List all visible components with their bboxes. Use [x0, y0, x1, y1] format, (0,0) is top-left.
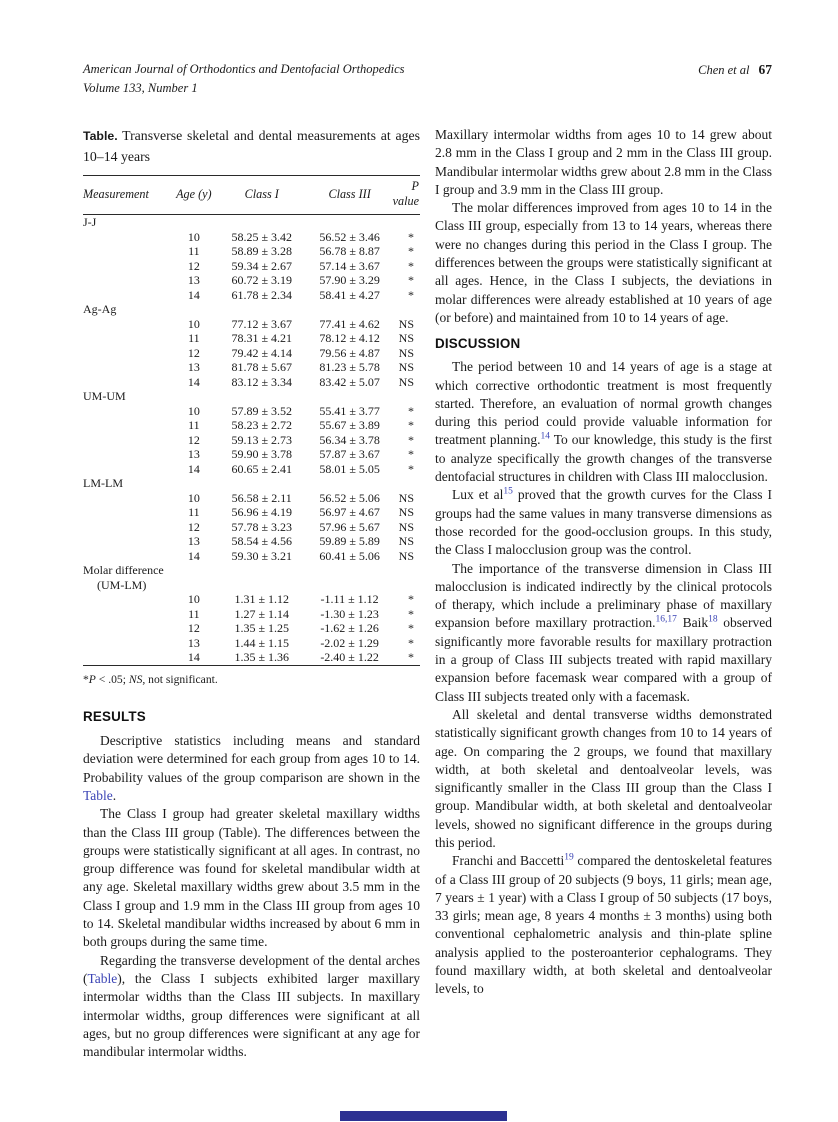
table-cell: 61.78 ± 2.34 — [231, 287, 293, 302]
measurement-label: Molar difference (UM-LM) — [83, 563, 420, 592]
table-caption — [83, 126, 420, 167]
text-span: compared the dentoskeletal features of a Class III group of 20 subjects (9 boys, 11 girls; mean age, 7 years ± 1 year) with a Class I group of 50 subjects (17 boys, 33 girls; mean age, 8 years 4 months ± 3 months) using both conventional cephalometric analysis and thin-plate spline analysis applied to the posteroanterior cephalograms. They found maxillary width, at both skeletal and dentoalveolar levels, to — [435, 853, 772, 997]
empty-cell — [83, 230, 171, 245]
table-header-row — [83, 176, 420, 215]
table-cell: 11 — [188, 505, 200, 520]
paragraph — [435, 358, 772, 486]
table-cell: 56.52 ± 5.06 — [319, 490, 380, 505]
table-cell: 56.58 ± 2.11 — [231, 490, 292, 505]
table-cell: -2.40 ± 1.22 — [320, 650, 379, 665]
table-cell: * — [408, 244, 414, 259]
paragraph — [435, 706, 772, 852]
reference-link[interactable]: 19 — [564, 852, 574, 863]
table-row — [83, 404, 420, 419]
running-header — [83, 60, 772, 98]
table-row — [83, 259, 420, 274]
table-cell: 1.27 ± 1.14 — [234, 606, 290, 621]
empty-cell — [83, 621, 171, 636]
table-cell: * — [408, 258, 414, 273]
table-group-row — [83, 476, 420, 491]
running-head-right — [698, 60, 772, 80]
empty-cell — [83, 534, 171, 549]
text-span: Lux et al — [452, 487, 504, 503]
empty-cell — [83, 592, 171, 607]
empty-cell — [83, 404, 171, 419]
table-cell: * — [408, 635, 414, 650]
table-cell: 12 — [187, 432, 200, 447]
table-cell: * — [408, 273, 414, 288]
paragraph — [435, 486, 772, 559]
table-row — [83, 447, 420, 462]
table-cell: 59.30 ± 3.21 — [231, 548, 293, 563]
table-cell: NS — [398, 534, 414, 549]
table-cell: 14 — [187, 650, 200, 665]
empty-cell — [83, 549, 171, 564]
table-cell: NS — [398, 548, 414, 563]
table-cell: 13 — [187, 447, 200, 462]
measurement-label: Ag-Ag — [83, 302, 117, 317]
text-span: < .05; — [95, 672, 129, 686]
table-cell: 10 — [187, 490, 200, 505]
table-cell: 56.34 ± 3.78 — [319, 432, 380, 447]
table-cell: 1.35 ± 1.36 — [234, 650, 290, 665]
table-cell: 10 — [187, 229, 200, 244]
table-cell: 79.42 ± 4.14 — [231, 345, 293, 360]
paragraph — [435, 199, 772, 327]
empty-cell — [83, 418, 171, 433]
text-span: Franchi and Baccetti — [452, 853, 565, 869]
table-row — [83, 288, 420, 303]
table-cell: 12 — [187, 621, 200, 636]
table-cell: 11 — [188, 331, 200, 346]
table-cell: * — [408, 650, 414, 665]
table-cell: * — [408, 229, 414, 244]
table-group-row — [83, 302, 420, 317]
table-cell: 13 — [187, 273, 200, 288]
table-cell: 77.41 ± 4.62 — [319, 316, 380, 331]
table-row — [83, 462, 420, 477]
table-caption-text: Transverse skeletal and dental measurements at ages 10–14 years — [83, 128, 420, 164]
table-cell: NS — [398, 505, 414, 520]
table-cell: 58.25 ± 3.42 — [231, 229, 293, 244]
table-cell: 11 — [188, 244, 200, 259]
table-cell: 58.41 ± 4.27 — [319, 287, 380, 302]
table-cell: -1.11 ± 1.12 — [320, 592, 379, 607]
measurement-label: LM-LM — [83, 476, 123, 491]
table-cell: 11 — [188, 606, 200, 621]
paragraph — [435, 560, 772, 706]
table-cell: 57.14 ± 3.67 — [319, 258, 380, 273]
table-cell: * — [408, 418, 414, 433]
table-cell: 14 — [187, 374, 200, 389]
table-row — [83, 636, 420, 651]
table-row — [83, 520, 420, 535]
col-header-class1: Class I — [244, 186, 279, 201]
table-cell: 14 — [187, 461, 200, 476]
table-row — [83, 244, 420, 259]
table-group-row — [83, 563, 420, 592]
text-span: not significant. — [145, 672, 218, 686]
table-row — [83, 549, 420, 564]
empty-cell — [83, 331, 171, 346]
table-cell: * — [408, 606, 414, 621]
table-cell: * — [408, 621, 414, 636]
table-cell: 56.78 ± 8.87 — [319, 244, 380, 259]
table-row — [83, 433, 420, 448]
empty-cell — [83, 462, 171, 477]
table-cell: 59.34 ± 2.67 — [231, 258, 293, 273]
table-cell: * — [408, 461, 414, 476]
measurements-table — [83, 175, 420, 666]
table-cell: NS — [398, 519, 414, 534]
table-cell: 59.89 ± 5.89 — [319, 534, 380, 549]
text-span: P — [88, 672, 96, 686]
empty-cell — [83, 650, 171, 665]
table-cell: * — [408, 447, 414, 462]
paragraph — [83, 732, 420, 805]
measurement-label: J-J — [83, 215, 97, 230]
paragraph — [83, 952, 420, 1062]
journal-volume: Volume 133, Number 1 — [83, 80, 198, 95]
empty-cell — [83, 244, 171, 259]
results-heading: RESULTS — [83, 709, 146, 725]
table-cell: 13 — [187, 635, 200, 650]
text-span: observed significantly more favorable results for maxillary protraction in a group of Class III subjects treated with rapid maxillary expansion before facemask wear compared with a group of Class III subjects treated only with a facemask. — [435, 615, 772, 704]
table-cell: 58.54 ± 4.56 — [231, 534, 293, 549]
text-span: The importance of the transverse dimension in Class III malocclusion is indicated indirectly by the clinical protocols of therapy, which include a preliminary phase of maxillary expansion before maxillary protraction. — [435, 560, 772, 631]
text-span: The Class I group had greater skeletal maxillary widths than the Class III group (Table). The differences between the groups were statistically significant at all ages. In contrast, no group difference was found for skeletal mandibular width at any age. Skeletal maxillary widths grew about 3.5 mm in the Class I group and 1.9 mm in the Class III group from ages 10 to 14. Skeletal mandibular widths increased by about 6 mm in both groups during the same time. — [83, 806, 420, 950]
empty-cell — [83, 520, 171, 535]
table-cell: -1.62 ± 1.26 — [320, 621, 379, 636]
table-cell: 57.78 ± 3.23 — [231, 519, 293, 534]
discussion-heading: DISCUSSION — [435, 336, 521, 352]
text-span: ), the Class I subjects exhibited larger maxillary intermolar widths than the Class III subjects. In maxillary intermolar widths, group differences were significant at all ages, but no group differences were significant at any age for mandibular intermolar widths. — [83, 970, 420, 1060]
table-cell: 78.12 ± 4.12 — [319, 331, 380, 346]
reference-link[interactable]: 15 — [503, 486, 513, 497]
table-cell: 13 — [187, 360, 200, 375]
empty-cell — [83, 317, 171, 332]
col-header-pvalue: P value — [392, 179, 419, 209]
table-cell: 57.90 ± 3.29 — [319, 273, 380, 288]
table-cell: 56.97 ± 4.67 — [319, 505, 380, 520]
table-row — [83, 230, 420, 245]
empty-cell — [83, 433, 171, 448]
table-cell: 60.41 ± 5.06 — [319, 548, 380, 563]
table-cell: 14 — [187, 287, 200, 302]
reference-link[interactable]: 14 — [540, 431, 551, 442]
table-cell: 59.90 ± 3.78 — [231, 447, 293, 462]
table-caption-label: Table. — [83, 129, 118, 143]
reference-link[interactable]: 18 — [708, 614, 718, 625]
table-cell: NS — [398, 331, 414, 346]
table-cell: 81.78 ± 5.67 — [231, 360, 293, 375]
text-span: The period between 10 and 14 years of age is a stage at which corrective orthodontic treatment is most frequently started. Therefore, an evaluation of normal growth changes during this period could provide valuable information for treatment planning. — [435, 359, 772, 448]
table-cell: 57.89 ± 3.52 — [231, 403, 293, 418]
table-row — [83, 534, 420, 549]
empty-cell — [83, 273, 171, 288]
text-span: Baik — [676, 615, 709, 631]
empty-cell — [83, 505, 171, 520]
text-span: Regarding the transverse development of the dental arches ( — [83, 952, 420, 986]
table-row — [83, 331, 420, 346]
empty-cell — [83, 288, 171, 303]
left-column — [83, 126, 420, 1061]
table-cell: NS — [398, 345, 414, 360]
empty-cell — [83, 346, 171, 361]
table-group-row — [83, 215, 420, 230]
table-cell: 10 — [187, 592, 200, 607]
text-span: proved that the growth curves for the Class I groups had the same values in many transverse dimensions as those recorded for the good-occlusion groups. In this study, the Class I malocclusion group was the control. — [435, 487, 773, 558]
page-number: 67 — [758, 62, 772, 77]
table-row — [83, 418, 420, 433]
table-cell: 56.52 ± 3.46 — [319, 229, 380, 244]
table-cell: 13 — [187, 534, 200, 549]
table-row — [83, 592, 420, 607]
table-row — [83, 650, 420, 665]
table-cell: -1.30 ± 1.23 — [320, 606, 379, 621]
table-cell: -2.02 ± 1.29 — [320, 635, 379, 650]
table-cell: 79.56 ± 4.87 — [319, 345, 380, 360]
running-head-authors: Chen et al — [698, 63, 750, 77]
table-cell: 57.87 ± 3.67 — [319, 447, 380, 462]
table-cell: 1.44 ± 1.15 — [234, 635, 290, 650]
table-cell: 10 — [187, 403, 200, 418]
results-section — [83, 732, 420, 1061]
table-cell: 57.96 ± 5.67 — [319, 519, 380, 534]
table-cell: 14 — [187, 548, 200, 563]
table-cell: NS — [398, 316, 414, 331]
col-header-age: Age (y) — [176, 186, 212, 201]
table-cell: 10 — [187, 316, 200, 331]
table-cell: NS — [398, 374, 414, 389]
empty-cell — [83, 447, 171, 462]
table-row — [83, 346, 420, 361]
table-cell: 1.35 ± 1.25 — [234, 621, 290, 636]
table-cell: 11 — [188, 418, 200, 433]
table-cell: NS — [398, 490, 414, 505]
table-link[interactable]: Table — [87, 970, 118, 986]
empty-cell — [83, 259, 171, 274]
journal-header-block — [83, 60, 405, 98]
table-cell: 59.13 ± 2.73 — [231, 432, 293, 447]
empty-cell — [83, 607, 171, 622]
table-row — [83, 621, 420, 636]
table-row — [83, 491, 420, 506]
empty-cell — [83, 636, 171, 651]
measurement-sublabel: (UM-LM) — [97, 577, 147, 592]
table-cell: * — [408, 287, 414, 302]
text-span: * — [83, 672, 89, 686]
table-cell: 55.41 ± 3.77 — [319, 403, 380, 418]
table-cell: * — [408, 403, 414, 418]
table-cell: 83.12 ± 3.34 — [231, 374, 293, 389]
discussion-section — [435, 358, 772, 998]
table-row — [83, 273, 420, 288]
reference-link[interactable]: 16,17 — [655, 614, 677, 625]
paragraph — [435, 126, 772, 199]
text-span: . — [112, 787, 117, 803]
text-span: NS, — [128, 672, 146, 686]
table-cell: * — [408, 592, 414, 607]
empty-cell — [83, 491, 171, 506]
results-continued-section — [435, 126, 772, 327]
table-cell: NS — [398, 360, 414, 375]
table-cell: 77.12 ± 3.67 — [231, 316, 293, 331]
table-cell: 12 — [187, 258, 200, 273]
paragraph — [435, 852, 772, 998]
text-span: Descriptive statistics including means and standard deviation were determined for each group from ages 10 to 14. Probability values of the group comparison are shown in the — [83, 733, 420, 785]
text-span: To our knowledge, this study is the first to analyze specifically the growth changes of the transverse dentofacial structures in children with Class III malocclusion. — [435, 432, 773, 485]
table-cell: 60.65 ± 2.41 — [231, 461, 293, 476]
col-header-measurement: Measurement — [83, 186, 149, 201]
text-span: Maxillary intermolar widths from ages 10 to 14 grew about 2.8 mm in the Class I group and 2 mm in the Class III group. Mandibular intermolar widths grew about 2.8 mm in the Class I group and 3.9 mm in the Class III group. — [435, 127, 772, 197]
table-link[interactable]: Table — [83, 787, 113, 803]
table-row — [83, 505, 420, 520]
table-cell: 60.72 ± 3.19 — [231, 273, 293, 288]
empty-cell — [83, 360, 171, 375]
text-span: All skeletal and dental transverse widths demonstrated statistically significant growth changes from 10 to 14 years of age. On comparing the 2 groups, we found that maxillary width, at both skeletal and dentoalveolar levels, was significantly smaller in the Class III group than the Class I group. Mandibular width, at both skeletal and dentoalveolar levels, showed no significant difference in the groups during this period. — [435, 706, 772, 850]
table-row — [83, 375, 420, 390]
table-cell: 58.23 ± 2.72 — [231, 418, 293, 433]
table-cell: * — [408, 432, 414, 447]
table-row — [83, 317, 420, 332]
col-header-class3: Class III — [328, 186, 371, 201]
empty-cell — [83, 375, 171, 390]
table-row — [83, 360, 420, 375]
table-footnote — [83, 672, 420, 688]
table-cell: 81.23 ± 5.78 — [319, 360, 380, 375]
table-cell: 78.31 ± 4.21 — [231, 331, 293, 346]
table-cell: 1.31 ± 1.12 — [234, 592, 290, 607]
table-row — [83, 607, 420, 622]
table-cell: 55.67 ± 3.89 — [319, 418, 380, 433]
paragraph — [83, 805, 420, 951]
bottom-bar — [340, 1111, 507, 1121]
table-cell: 12 — [187, 519, 200, 534]
table-cell: 58.01 ± 5.05 — [319, 461, 380, 476]
measurement-label: UM-UM — [83, 389, 126, 404]
journal-title: American Journal of Orthodontics and Dentofacial Orthopedics — [83, 62, 405, 76]
table-cell: 58.89 ± 3.28 — [231, 244, 293, 259]
table-cell: 83.42 ± 5.07 — [319, 374, 380, 389]
table-cell: 12 — [187, 345, 200, 360]
text-span: The molar differences improved from ages 10 to 14 in the Class III group, especially from 13 to 14 years, whereas there were no changes during this period in the Class I group. The differences between the groups were statistically significant at all ages. Hence, in the Class I subjects, the deviations in molar differences were already established at 10 years of age (or before) and maintained from 10 to 14 years of age. — [435, 200, 772, 325]
right-column — [435, 126, 772, 999]
table-cell: 56.96 ± 4.19 — [231, 505, 293, 520]
table-group-row — [83, 389, 420, 404]
